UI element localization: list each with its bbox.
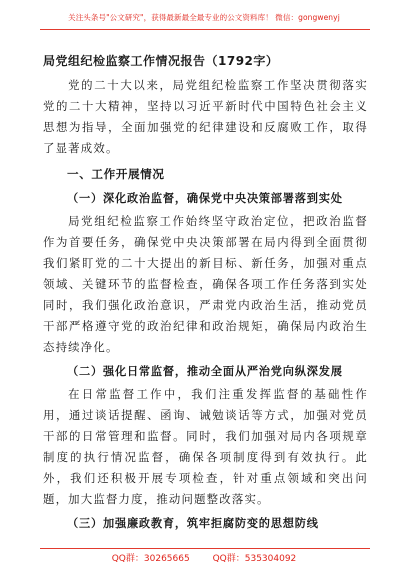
footer xyxy=(0,551,408,564)
subsection-body-2: 在日常监督工作中，我们注重发挥监督的基础性作用，通过谈话提醒、函询、诫勉谈话等方式，加强对党员干部的日常管理和监督。同时，我们加强对局内各项规章制度的执行情况监督，确保各项制度得到有效执行。此外，我们还积极开展专项检查，针对重点领域和突出问题，加大监督力度，推动问题整改落实。 xyxy=(43,387,368,506)
subsection-body-1: 局党组纪检监察工作始终坚守政治定位，把政治监督作为首要任务，确保党中央决策部署在局内得到全面贯彻我们紧盯党的二十大提出的新目标、新任务，加强对重点领域、关键环节的监督检查，确保各项工作任务落到实处同时，我们强化政治意识，严肃党内政治生活，推动党员干部严格遵守党的政治纪律和政治规矩，确保局内政治生态持续净化。 xyxy=(43,214,368,354)
header-rule xyxy=(40,29,370,30)
intro-paragraph: 党的二十大以来，局党组纪检监察工作坚决贯彻落实党的二十大精神，坚持以习近平新时代中国特色社会主义思想为指导，全面加强党的纪律建设和反腐败工作，取得了显著成效。 xyxy=(43,78,368,155)
subsection-heading-3: （三）加强廉政教育，筑牢拒腐防变的思想防线 xyxy=(67,516,319,530)
subsection-heading-1: （一）深化政治监督，确保党中央决策部署落到实处 xyxy=(67,191,343,205)
footer-qq-group-2: QQ群：535304092 xyxy=(212,554,297,564)
footer-qq-group-1: QQ群：30265665 xyxy=(111,554,190,564)
document-body xyxy=(43,50,368,536)
section-heading-1: 一、工作开展情况 xyxy=(67,167,165,181)
subsection-heading-2: （二）强化日常监督，推动全面从严治党向纵深发展 xyxy=(67,364,343,378)
footer-rule xyxy=(40,548,370,549)
header-banner: 关注头条号"公文研究"，获得最新最全最专业的公文资料库！ 微信：gongwenyj xyxy=(68,13,340,22)
document-title: 局党组纪检监察工作情况报告（1792字） xyxy=(43,54,279,68)
